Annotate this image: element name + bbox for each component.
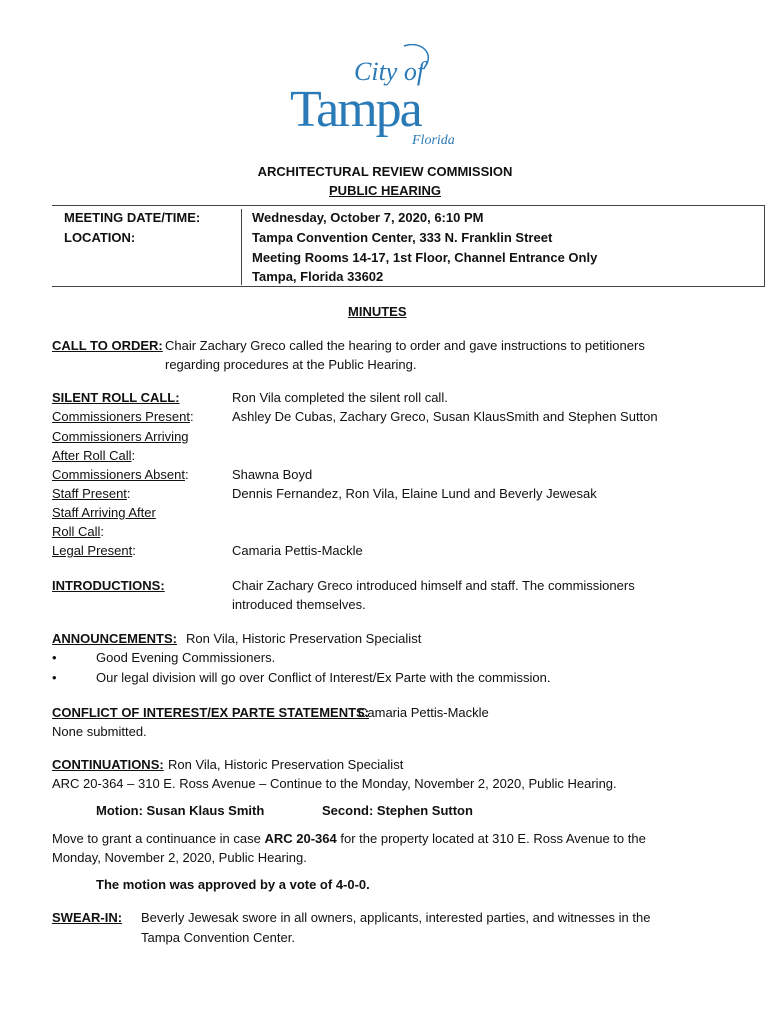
bullet-icon: • — [52, 650, 57, 665]
staff-arriving-label: Staff Arriving After — [52, 505, 156, 520]
minutes-heading: MINUTES — [348, 304, 407, 319]
legal-present-value: Camaria Pettis-Mackle — [232, 543, 363, 558]
meeting-info-divider — [241, 209, 242, 285]
location-label: LOCATION: — [64, 230, 136, 245]
city-of-tampa-logo — [286, 44, 466, 154]
conflict-presenter: Camaria Pettis-Mackle — [358, 705, 489, 720]
bullet-icon: • — [52, 670, 57, 685]
meeting-date-label: MEETING DATE/TIME: — [64, 210, 201, 225]
introductions-label: INTRODUCTIONS: — [52, 578, 165, 593]
continuations-label: CONTINUATIONS: — [52, 757, 164, 772]
commissioners-present-value: Ashley De Cubas, Zachary Greco, Susan KlausSmith and Stephen Sutton — [232, 409, 658, 424]
commissioners-arriving-label: Commissioners Arriving — [52, 429, 189, 444]
continuations-presenter: Ron Vila, Historic Preservation Specialist — [168, 757, 404, 772]
swear-in-text: Tampa Convention Center. — [141, 930, 295, 945]
location-line: Meeting Rooms 14-17, 1st Floor, Channel Entrance Only — [252, 250, 598, 265]
location-line: Tampa, Florida 33602 — [252, 269, 384, 284]
conflict-label: CONFLICT OF INTEREST/EX PARTE STATEMENTS: — [52, 705, 370, 720]
legal-present-label: Legal Present: — [52, 543, 136, 558]
conflict-body: None submitted. — [52, 724, 147, 739]
announcement-item: Our legal division will go over Conflict of Interest/Ex Parte with the commission. — [96, 670, 551, 685]
call-to-order-text: Chair Zachary Greco called the hearing to order and gave instructions to petitioners — [165, 338, 645, 353]
meeting-date-value: Wednesday, October 7, 2020, 6:10 PM — [252, 210, 484, 225]
logo-city-of: City of — [354, 57, 425, 86]
motion-by: Motion: Susan Klaus Smith — [96, 803, 265, 818]
staff-arriving-label: Roll Call: — [52, 524, 105, 539]
motion-body: Monday, November 2, 2020, Public Hearing. — [52, 850, 307, 865]
meeting-info-border — [764, 205, 765, 286]
introductions-text: Chair Zachary Greco introduced himself and staff. The commissioners — [232, 578, 635, 593]
continuation-case: ARC 20-364 – 310 E. Ross Avenue – Continue to the Monday, November 2, 2020, Public Hearing. — [52, 776, 617, 791]
swear-in-text: Beverly Jewesak swore in all owners, applicants, interested parties, and witnesses in the — [141, 910, 651, 925]
introductions-text: introduced themselves. — [232, 597, 366, 612]
announcements-presenter: Ron Vila, Historic Preservation Specialist — [186, 631, 422, 646]
second-by: Second: Stephen Sutton — [322, 803, 473, 818]
call-to-order-label: CALL TO ORDER: — [52, 338, 163, 353]
swear-in-label: SWEAR-IN: — [52, 910, 123, 925]
announcement-item: Good Evening Commissioners. — [96, 650, 276, 665]
document-subtitle: PUBLIC HEARING — [329, 183, 441, 198]
announcements-label: ANNOUNCEMENTS: — [52, 631, 177, 646]
location-line: Tampa Convention Center, 333 N. Franklin Street — [252, 230, 553, 245]
commissioners-absent-label: Commissioners Absent: — [52, 467, 189, 482]
commissioners-absent-value: Shawna Boyd — [232, 467, 313, 482]
logo-florida: Florida — [412, 133, 455, 148]
logo-tampa: Tampa — [290, 81, 421, 138]
silent-roll-call-value: Ron Vila completed the silent roll call. — [232, 390, 448, 405]
silent-roll-call-label: SILENT ROLL CALL: — [52, 390, 180, 405]
commissioners-arriving-label: After Roll Call: — [52, 448, 136, 463]
motion-body: Move to grant a continuance in case ARC 20-364 for the property located at 310 E. Ross Avenue to the — [52, 831, 646, 846]
staff-present-label: Staff Present: — [52, 486, 131, 501]
document-title: ARCHITECTURAL REVIEW COMMISSION — [257, 164, 513, 179]
commissioners-present-label: Commissioners Present: — [52, 409, 194, 424]
staff-present-value: Dennis Fernandez, Ron Vila, Elaine Lund and Beverly Jewesak — [232, 486, 597, 501]
motion-result: The motion was approved by a vote of 4-0-0. — [96, 877, 370, 892]
call-to-order-text: regarding procedures at the Public Hearing. — [165, 357, 417, 372]
